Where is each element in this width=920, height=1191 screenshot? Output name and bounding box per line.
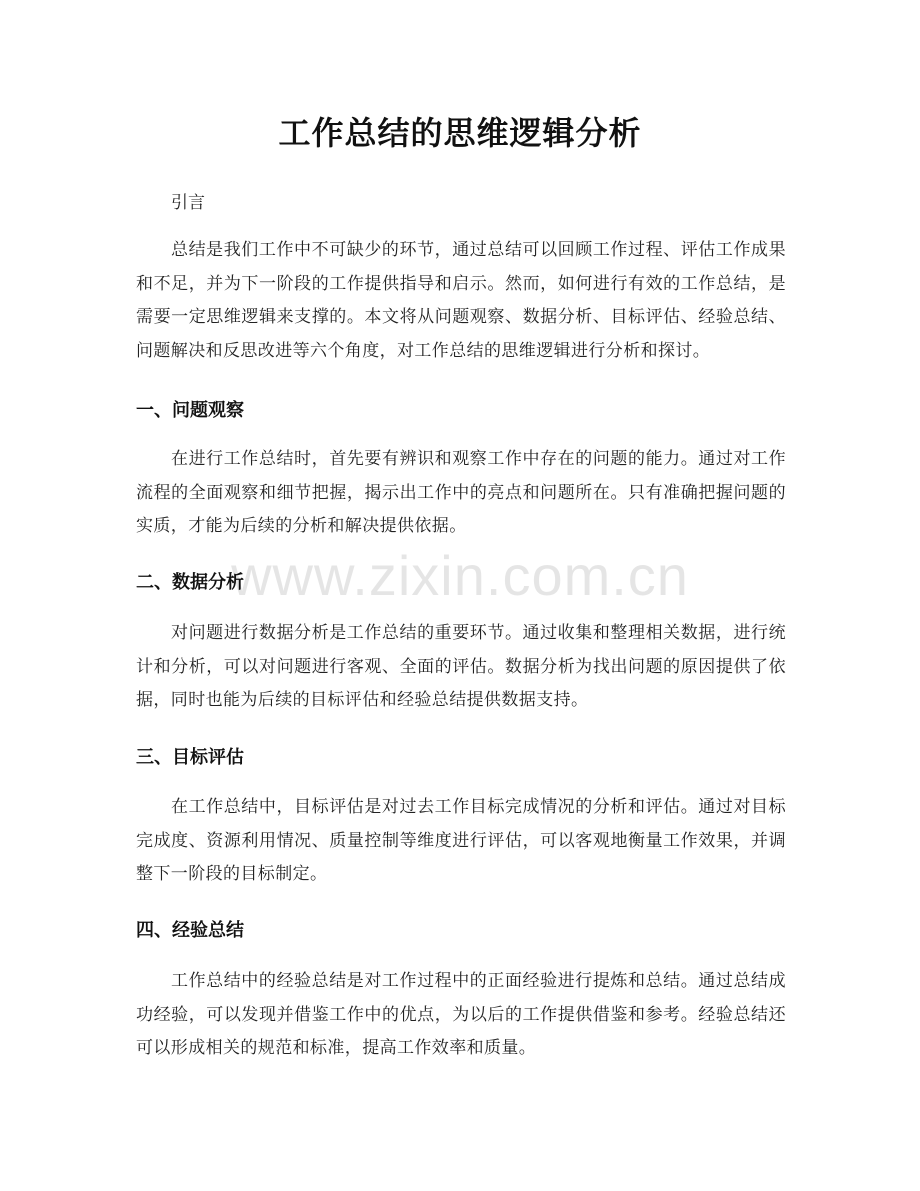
- section-heading-2: 二、数据分析: [136, 572, 244, 593]
- intro-label: 引言: [171, 193, 205, 213]
- section-paragraph-1: 在进行工作总结时，首先要有辨识和观察工作中存在的问题的能力。通过对工作流程的全面观察和细节把握，揭示出工作中的亮点和问题所在。只有准确把握问题的实质，才能为后续的分析和解决提供依据。: [136, 449, 786, 536]
- section-paragraph-2: 对问题进行数据分析是工作总结的重要环节。通过收集和整理相关数据，进行统计和分析，可以对问题进行客观、全面的评估。数据分析为找出问题的原因提供了依据，同时也能为后续的目标评估和经验总结提供数据支持。: [136, 623, 786, 710]
- section-heading-1: 一、问题观察: [136, 400, 244, 421]
- watermark: www.zixin.com.cn: [231, 544, 689, 607]
- document-title: 工作总结的思维逻辑分析: [278, 114, 642, 152]
- intro-paragraph: 总结是我们工作中不可缺少的环节，通过总结可以回顾工作过程、评估工作成果和不足，并为下一阶段的工作提供指导和启示。然而，如何进行有效的工作总结，是需要一定思维逻辑来支撑的。本文将从问题观察、数据分析、目标评估、经验总结、问题解决和反思改进等六个角度，对工作总结的思维逻辑进行分析和探讨。: [136, 240, 786, 361]
- section-paragraph-4: 工作总结中的经验总结是对工作过程中的正面经验进行提炼和总结。通过总结成功经验，可以发现并借鉴工作中的优点，为以后的工作提供借鉴和参考。经验总结还可以形成相关的规范和标准，提高工作效率和质量。: [136, 971, 786, 1058]
- section-heading-3: 三、目标评估: [136, 747, 244, 768]
- section-paragraph-3: 在工作总结中，目标评估是对过去工作目标完成情况的分析和评估。通过对目标完成度、资源利用情况、质量控制等维度进行评估，可以客观地衡量工作效果，并调整下一阶段的目标制定。: [136, 797, 786, 884]
- section-heading-4: 四、经验总结: [136, 920, 244, 941]
